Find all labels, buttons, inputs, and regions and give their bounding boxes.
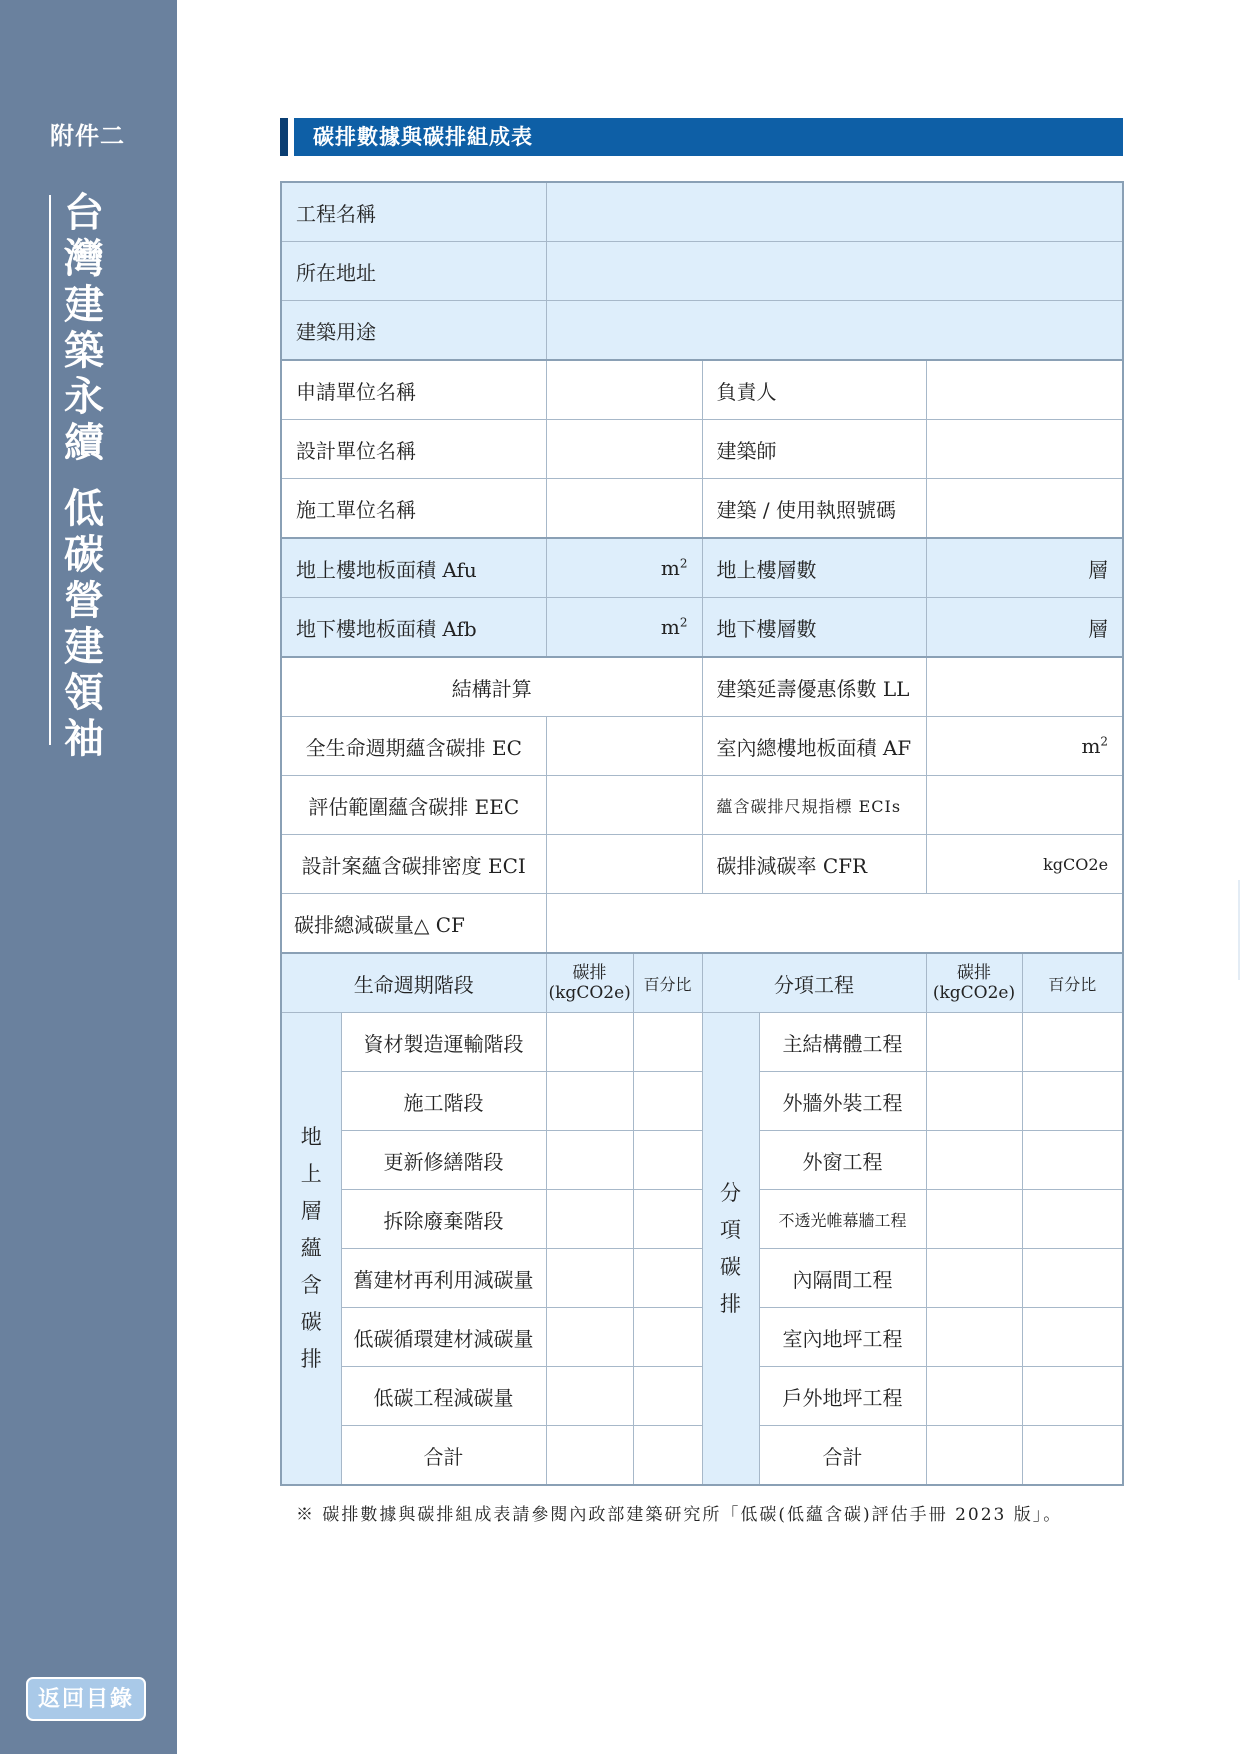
item-percent-field[interactable] [1022, 1308, 1123, 1367]
item-percent-field[interactable] [1022, 1013, 1123, 1072]
building-usage-field[interactable] [546, 301, 1123, 361]
item-group-label: 分 項 碳 排 [702, 1013, 759, 1486]
item-percent-field[interactable] [1022, 1249, 1123, 1308]
cfr-unit: kgCO2e [1043, 854, 1109, 874]
stage-emission-field[interactable] [546, 1013, 633, 1072]
sidebar-divider [49, 195, 51, 745]
title-char: 領 [64, 669, 104, 716]
stage-percent-field[interactable] [633, 1131, 702, 1190]
ll-label: 建築延壽優惠係數 LL [702, 657, 926, 717]
item-percent-field[interactable] [1022, 1131, 1123, 1190]
sidebar [0, 0, 177, 1754]
ll-field[interactable] [926, 657, 1123, 717]
above-ground-group-label: 地 上 層 蘊 含 碳 排 [281, 1013, 341, 1486]
responsible-label: 負責人 [702, 360, 926, 420]
title-char: 建 [64, 281, 104, 328]
item-percent-field[interactable] [1022, 1367, 1123, 1426]
address-field[interactable] [546, 242, 1123, 301]
eec-field[interactable] [546, 776, 702, 835]
section-title: 碳排數據與碳排組成表 [313, 124, 533, 149]
stage-emission-field[interactable] [546, 1367, 633, 1426]
item-label: 主結構體工程 [759, 1013, 926, 1072]
builder-field[interactable] [546, 479, 702, 539]
structure-calc-label: 結構計算 [281, 657, 702, 717]
af-field[interactable]: $m^2$ [926, 717, 1123, 776]
stage-emission-field[interactable] [546, 1131, 633, 1190]
item-label: 不透光帷幕牆工程 [759, 1190, 926, 1249]
item-total-percent-field[interactable] [1022, 1426, 1123, 1486]
license-label: 建築 / 使用執照號碼 [702, 479, 926, 539]
stage-percent-field[interactable] [633, 1308, 702, 1367]
cf-label: 碳排總減碳量△ CF [281, 894, 546, 954]
item-label: 外牆外裝工程 [759, 1072, 926, 1131]
ecis-field[interactable] [926, 776, 1123, 835]
af-unit: m [1081, 734, 1101, 758]
below-ground-floors-label: 地下樓層數 [702, 598, 926, 658]
item-total-label: 合計 [759, 1426, 926, 1486]
af-label: 室內總樓地板面積 AF [702, 717, 926, 776]
below-ground-area-label: 地下樓地板面積 Afb [281, 598, 546, 658]
item-label: 室內地坪工程 [759, 1308, 926, 1367]
back-to-contents-button[interactable]: 返回目錄 [26, 1677, 146, 1721]
appendix-label: 附件二 [50, 121, 125, 150]
builder-label: 施工單位名稱 [281, 479, 546, 539]
stage-label: 資材製造運輸階段 [341, 1013, 546, 1072]
emission-header: 碳排 (kgCO2e) [546, 953, 633, 1013]
stage-percent-field[interactable] [633, 1190, 702, 1249]
architect-field[interactable] [926, 420, 1123, 479]
stage-percent-field[interactable] [633, 1013, 702, 1072]
carbon-emission-table [280, 181, 1124, 1486]
above-ground-area-label: 地上樓地板面積 Afu [281, 538, 546, 598]
stage-percent-field[interactable] [633, 1249, 702, 1308]
stage-total-emission-field[interactable] [546, 1426, 633, 1486]
stage-label: 低碳循環建材減碳量 [341, 1308, 546, 1367]
cf-field[interactable] [546, 894, 1123, 954]
stage-total-percent-field[interactable] [633, 1426, 702, 1486]
building-usage-label: 建築用途 [281, 301, 546, 361]
below-ground-area-field[interactable]: $m^2$ [546, 598, 702, 658]
floor-unit: 層 [1088, 616, 1109, 641]
title-char: 袖 [64, 715, 104, 762]
architect-label: 建築師 [702, 420, 926, 479]
license-field[interactable] [926, 479, 1123, 539]
item-percent-field[interactable] [1022, 1190, 1123, 1249]
applicant-field[interactable] [546, 360, 702, 420]
item-emission-field[interactable] [926, 1367, 1022, 1426]
stage-total-label: 合計 [341, 1426, 546, 1486]
title-char: 築 [64, 327, 104, 374]
above-ground-area-field[interactable]: $m^2$ [546, 538, 702, 598]
emission-header: 碳排 (kgCO2e) [926, 953, 1022, 1013]
address-label: 所在地址 [281, 242, 546, 301]
title-char: 續 [64, 419, 104, 466]
title-char: 永 [64, 373, 104, 420]
cfr-field[interactable] [926, 835, 1123, 894]
stage-emission-field[interactable] [546, 1249, 633, 1308]
project-name-field[interactable] [546, 182, 1123, 242]
item-emission-field[interactable] [926, 1190, 1022, 1249]
project-name-label: 工程名稱 [281, 182, 546, 242]
stage-label: 施工階段 [341, 1072, 546, 1131]
designer-label: 設計單位名稱 [281, 420, 546, 479]
area-unit: m [660, 615, 680, 639]
percent-header: 百分比 [633, 953, 702, 1013]
ecis-label: 蘊含碳排尺規指標 ECIs [702, 776, 926, 835]
item-header: 分項工程 [702, 953, 926, 1013]
eci-label: 設計案蘊含碳排密度 ECI [281, 835, 546, 894]
title-char: 營 [64, 577, 104, 624]
stage-label: 更新修繕階段 [341, 1131, 546, 1190]
cfr-label: 碳排減碳率 CFR [702, 835, 926, 894]
above-ground-floors-label: 地上樓層數 [702, 538, 926, 598]
item-emission-field[interactable] [926, 1013, 1022, 1072]
stage-percent-field[interactable] [633, 1367, 702, 1426]
item-percent-field[interactable] [1022, 1072, 1123, 1131]
item-label: 外窗工程 [759, 1131, 926, 1190]
eci-field[interactable] [546, 835, 702, 894]
applicant-label: 申請單位名稱 [281, 360, 546, 420]
ec-field[interactable] [546, 717, 702, 776]
lifecycle-stage-header: 生命週期階段 [281, 953, 546, 1013]
stage-label: 舊建材再利用減碳量 [341, 1249, 546, 1308]
title-char: 建 [64, 623, 104, 670]
title-char: 灣 [64, 235, 104, 282]
item-emission-field[interactable] [926, 1131, 1022, 1190]
ec-label: 全生命週期蘊含碳排 EC [281, 717, 546, 776]
item-emission-field[interactable] [926, 1308, 1022, 1367]
vertical-title [62, 190, 106, 762]
item-total-emission-field[interactable] [926, 1426, 1022, 1486]
footnote: ※ 碳排數據與碳排組成表請參閱內政部建築研究所「低碳(低蘊含碳)評估手冊 2023 版」。 [296, 1505, 1063, 1525]
below-ground-floors-field[interactable] [926, 598, 1123, 658]
stage-label: 拆除廢棄階段 [341, 1190, 546, 1249]
item-label: 戶外地坪工程 [759, 1367, 926, 1426]
item-label: 內隔間工程 [759, 1249, 926, 1308]
stage-emission-field[interactable] [546, 1190, 633, 1249]
stage-percent-field[interactable] [633, 1072, 702, 1131]
item-emission-field[interactable] [926, 1249, 1022, 1308]
title-char: 碳 [64, 531, 104, 578]
eec-label: 評估範圍蘊含碳排 EEC [281, 776, 546, 835]
section-header-accent [280, 118, 288, 156]
area-unit: m [660, 556, 680, 580]
floor-unit: 層 [1088, 557, 1109, 582]
above-ground-floors-field[interactable] [926, 538, 1123, 598]
designer-field[interactable] [546, 420, 702, 479]
title-char: 台 [64, 189, 104, 236]
stage-emission-field[interactable] [546, 1308, 633, 1367]
item-emission-field[interactable] [926, 1072, 1022, 1131]
responsible-field[interactable] [926, 360, 1123, 420]
title-char: 低 [64, 485, 104, 532]
percent-header: 百分比 [1022, 953, 1123, 1013]
stage-emission-field[interactable] [546, 1072, 633, 1131]
stage-label: 低碳工程減碳量 [341, 1367, 546, 1426]
